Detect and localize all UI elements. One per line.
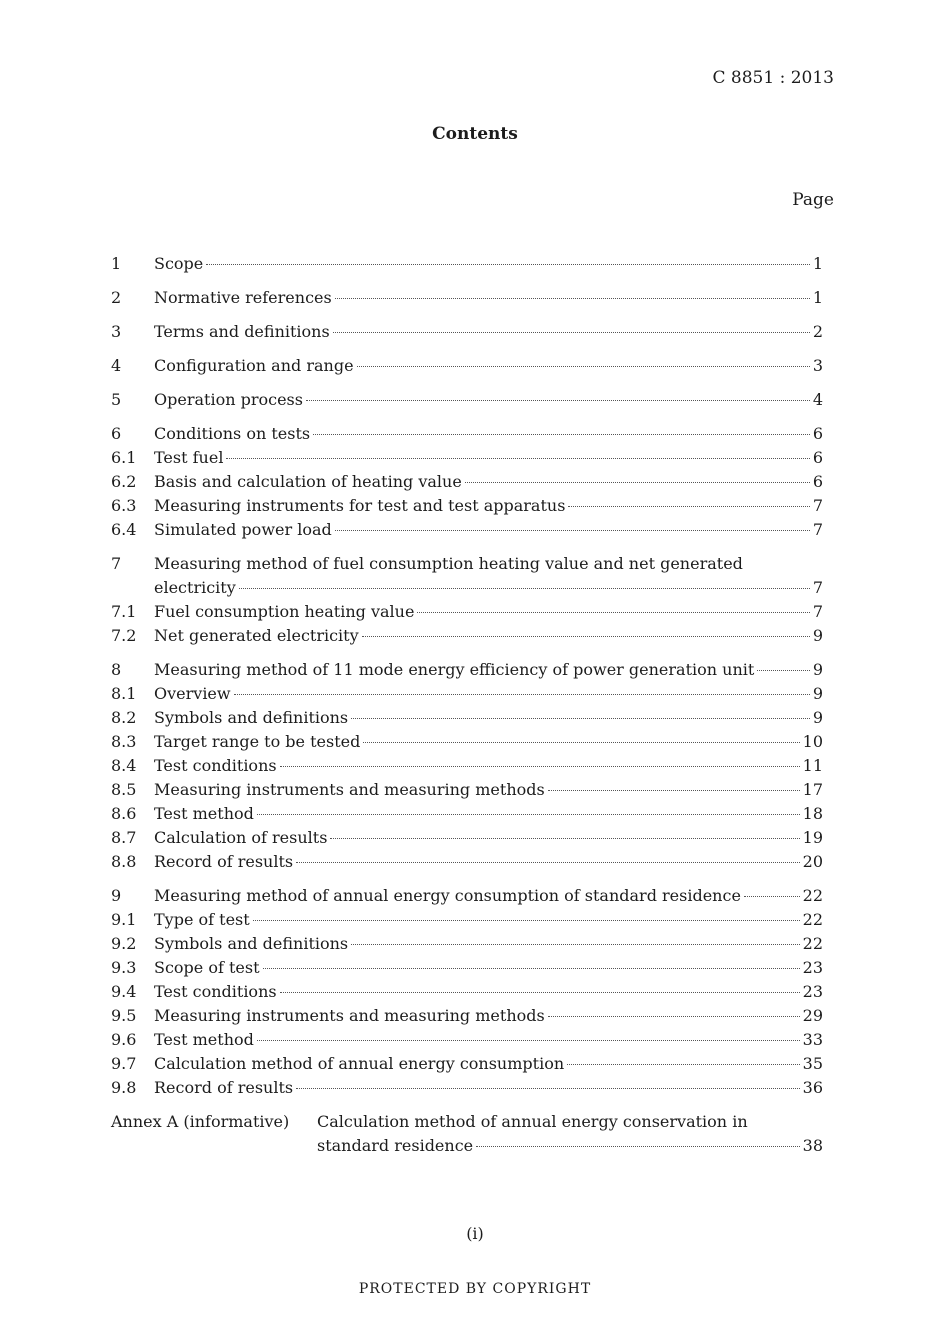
- toc-entry[interactable]: [111, 354, 823, 378]
- section-title: Measuring instruments and measuring methods: [154, 780, 545, 799]
- toc-entry-body: [154, 956, 823, 980]
- section-title: Simulated power load: [154, 520, 332, 539]
- toc-entry-body: [154, 980, 823, 1004]
- section-title: Record of results: [154, 852, 294, 871]
- toc-entry-body: [154, 286, 823, 310]
- dot-leader: [744, 896, 800, 897]
- toc-entry[interactable]: [111, 576, 823, 600]
- page-number: 6: [812, 448, 823, 467]
- toc-entry-body: [154, 884, 823, 908]
- section-title: Calculation method of annual energy consumption: [154, 1054, 565, 1073]
- page-number: 22: [802, 886, 823, 905]
- section-title: Type of test: [154, 910, 250, 929]
- dot-leader: [476, 1146, 800, 1147]
- section-number: 9.3: [111, 958, 137, 977]
- page-number: 3: [812, 356, 823, 375]
- dot-leader: [333, 332, 810, 333]
- section-number: 8.6: [111, 804, 137, 823]
- toc-entry-body: [154, 518, 823, 542]
- section-title: Measuring method of 11 mode energy efficiency of power generation unit: [154, 660, 755, 679]
- toc-group: [111, 286, 823, 310]
- page-number: 9: [812, 684, 823, 703]
- section-title: Measuring instruments for test and test apparatus: [154, 496, 566, 515]
- section-number: 7.2: [111, 626, 137, 645]
- toc-entry[interactable]: [111, 778, 823, 802]
- toc-entry-body: [154, 600, 823, 624]
- dot-leader: [234, 694, 810, 695]
- page-number: 9: [812, 626, 823, 645]
- toc-group: [111, 658, 823, 874]
- toc-entry-body: [154, 422, 823, 446]
- toc-annex-group: [111, 1110, 823, 1158]
- toc-group: [111, 252, 823, 276]
- toc-entry-body: [154, 1076, 823, 1100]
- toc-entry-body: [154, 682, 823, 706]
- page-number: 6: [812, 424, 823, 443]
- dot-leader: [567, 1064, 800, 1065]
- annex-label: Annex A (informative): [111, 1112, 290, 1131]
- dot-leader: [357, 366, 810, 367]
- toc-entry[interactable]: [111, 850, 823, 874]
- section-title: Symbols and definitions: [154, 934, 349, 953]
- toc-group: [111, 422, 823, 542]
- toc-entry[interactable]: [111, 552, 823, 576]
- toc-entry-body: [154, 802, 823, 826]
- annex-page-number: 38: [802, 1136, 823, 1155]
- toc-entry[interactable]: [111, 494, 823, 518]
- dot-leader: [335, 530, 810, 531]
- section-number: 9.2: [111, 934, 137, 953]
- annex-title-line2: standard residence: [317, 1136, 474, 1155]
- dot-leader: [206, 264, 810, 265]
- page-number: 22: [802, 910, 823, 929]
- toc-entry-body: [154, 446, 823, 470]
- section-title: Target range to be tested: [154, 732, 361, 751]
- page-number: 9: [812, 660, 823, 679]
- toc-entry-body: [154, 908, 823, 932]
- section-number: 1: [111, 254, 122, 273]
- section-number: 9.8: [111, 1078, 137, 1097]
- toc-group: [111, 320, 823, 344]
- toc-entry[interactable]: [111, 826, 823, 850]
- toc-entry[interactable]: [111, 706, 823, 730]
- dot-leader: [296, 1088, 800, 1089]
- page-number: 18: [802, 804, 823, 823]
- section-title: Terms and definitions: [154, 322, 330, 341]
- section-title: Normative references: [154, 288, 332, 307]
- page-number: 4: [812, 390, 823, 409]
- toc-entry[interactable]: [111, 470, 823, 494]
- toc-entry-body: [154, 576, 823, 600]
- section-title: Test conditions: [154, 982, 277, 1001]
- toc-entry[interactable]: [111, 388, 823, 412]
- section-title: Scope of test: [154, 958, 260, 977]
- table-of-contents: [111, 252, 823, 1168]
- page-number: 22: [802, 934, 823, 953]
- toc-entry[interactable]: [111, 1028, 823, 1052]
- dot-leader: [257, 814, 800, 815]
- page-number: 36: [802, 1078, 823, 1097]
- page-number: 2: [812, 322, 823, 341]
- toc-entry[interactable]: [111, 518, 823, 542]
- document-number: C 8851 : 2013: [712, 68, 834, 88]
- page-number: 7: [812, 602, 823, 621]
- page-number: 10: [802, 732, 823, 751]
- dot-leader: [363, 742, 799, 743]
- section-number: 9.6: [111, 1030, 137, 1049]
- section-number: 8.3: [111, 732, 137, 751]
- dot-leader: [757, 670, 810, 671]
- section-title: Test method: [154, 804, 254, 823]
- section-title: Conditions on tests: [154, 424, 311, 443]
- section-number: 6.4: [111, 520, 137, 539]
- dot-leader: [351, 718, 810, 719]
- toc-entry[interactable]: [111, 658, 823, 682]
- dot-leader: [548, 1016, 800, 1017]
- section-title: electricity: [154, 578, 236, 597]
- section-number: 2: [111, 288, 122, 307]
- toc-entry[interactable]: [111, 802, 823, 826]
- toc-entry-body: [154, 320, 823, 344]
- section-number: 6.2: [111, 472, 137, 491]
- page-number: 1: [812, 288, 823, 307]
- toc-entry[interactable]: [111, 980, 823, 1004]
- section-title: Test method: [154, 1030, 254, 1049]
- section-number: 8.5: [111, 780, 137, 799]
- toc-entry[interactable]: [111, 624, 823, 648]
- dot-leader: [330, 838, 799, 839]
- section-number: 9: [111, 886, 122, 905]
- toc-group: [111, 552, 823, 648]
- toc-entry-body: [154, 658, 823, 682]
- toc-entry[interactable]: [111, 884, 823, 908]
- toc-entry-body: [154, 730, 823, 754]
- dot-leader: [257, 1040, 800, 1041]
- toc-entry-body: [154, 624, 823, 648]
- section-title: Symbols and definitions: [154, 708, 349, 727]
- toc-entry-body: [154, 932, 823, 956]
- dot-leader: [306, 400, 810, 401]
- section-number: 4: [111, 356, 122, 375]
- page-number: 35: [802, 1054, 823, 1073]
- toc-entry[interactable]: [111, 252, 823, 276]
- toc-entry[interactable]: [111, 1004, 823, 1028]
- toc-entry-body: [154, 552, 823, 576]
- section-number: 8.2: [111, 708, 137, 727]
- toc-entry-body: [154, 354, 823, 378]
- page-number: 7: [812, 520, 823, 539]
- page-title: Contents: [432, 124, 518, 144]
- dot-leader: [296, 862, 800, 863]
- dot-leader: [548, 790, 800, 791]
- dot-leader: [465, 482, 810, 483]
- section-title: Scope: [154, 254, 204, 273]
- toc-annex-row[interactable]: [111, 1110, 823, 1134]
- toc-entry[interactable]: [111, 320, 823, 344]
- toc-entry[interactable]: [111, 682, 823, 706]
- section-title: Operation process: [154, 390, 303, 409]
- dot-leader: [263, 968, 800, 969]
- toc-entry[interactable]: [111, 754, 823, 778]
- page-number: 1: [812, 254, 823, 273]
- toc-entry[interactable]: [111, 422, 823, 446]
- dot-leader: [313, 434, 810, 435]
- dot-leader: [417, 612, 809, 613]
- toc-group: [111, 388, 823, 412]
- section-title: Measuring instruments and measuring methods: [154, 1006, 545, 1025]
- section-title: Measuring method of annual energy consumption of standard residence: [154, 886, 741, 905]
- page-number: 23: [802, 958, 823, 977]
- dot-leader: [351, 944, 800, 945]
- toc-entry-body: [154, 494, 823, 518]
- toc-entry-body: [154, 470, 823, 494]
- toc-entry[interactable]: [111, 932, 823, 956]
- dot-leader: [253, 920, 800, 921]
- section-title: Calculation of results: [154, 828, 328, 847]
- toc-entry-body: [154, 1028, 823, 1052]
- toc-entry[interactable]: [111, 600, 823, 624]
- page-number: 20: [802, 852, 823, 871]
- toc-entry[interactable]: [111, 956, 823, 980]
- section-number: 9.5: [111, 1006, 137, 1025]
- section-title: Basis and calculation of heating value: [154, 472, 462, 491]
- toc-entry-body: [154, 778, 823, 802]
- section-number: 3: [111, 322, 122, 341]
- toc-entry[interactable]: [111, 1052, 823, 1076]
- section-title: Test fuel: [154, 448, 224, 467]
- page-number: 9: [812, 708, 823, 727]
- page-number: 7: [812, 578, 823, 597]
- toc-entry-body: [154, 706, 823, 730]
- section-title: Configuration and range: [154, 356, 354, 375]
- dot-leader: [226, 458, 809, 459]
- toc-annex-row-continued[interactable]: [111, 1134, 823, 1158]
- section-number: 6.1: [111, 448, 137, 467]
- page-number: 6: [812, 472, 823, 491]
- section-title: Record of results: [154, 1078, 294, 1097]
- dot-leader: [335, 298, 810, 299]
- dot-leader: [280, 992, 800, 993]
- section-number: 7: [111, 554, 122, 573]
- toc-entry[interactable]: [111, 908, 823, 932]
- toc-entry-body: [154, 388, 823, 412]
- dot-leader: [568, 506, 809, 507]
- page-number: 7: [812, 496, 823, 515]
- toc-entry-body: [154, 754, 823, 778]
- footer-page-number: (i): [466, 1224, 484, 1243]
- toc-entry-body: [154, 1004, 823, 1028]
- section-number: 6: [111, 424, 122, 443]
- toc-entry[interactable]: [111, 286, 823, 310]
- toc-entry-body: [154, 850, 823, 874]
- page-number: 17: [802, 780, 823, 799]
- section-title: Test conditions: [154, 756, 277, 775]
- section-title: Net generated electricity: [154, 626, 359, 645]
- section-number: 8.4: [111, 756, 137, 775]
- page-number: 29: [802, 1006, 823, 1025]
- toc-entry-body: [154, 826, 823, 850]
- page-number: 19: [802, 828, 823, 847]
- section-number: 8.7: [111, 828, 137, 847]
- section-number: 9.4: [111, 982, 137, 1001]
- toc-entry-body: [154, 1052, 823, 1076]
- section-number: 7.1: [111, 602, 137, 621]
- section-title: Fuel consumption heating value: [154, 602, 415, 621]
- page-column-header: Page: [792, 190, 834, 210]
- section-number: 8: [111, 660, 122, 679]
- toc-group: [111, 884, 823, 1100]
- section-number: 8.8: [111, 852, 137, 871]
- section-number: 6.3: [111, 496, 137, 515]
- toc-entry-body: [154, 252, 823, 276]
- dot-leader: [362, 636, 810, 637]
- section-number: 9.7: [111, 1054, 137, 1073]
- dot-leader: [239, 588, 810, 589]
- toc-entry[interactable]: [111, 446, 823, 470]
- toc-entry[interactable]: [111, 1076, 823, 1100]
- page-number: 11: [802, 756, 823, 775]
- toc-entry[interactable]: [111, 730, 823, 754]
- section-title: Measuring method of fuel consumption heating value and net generated: [154, 554, 743, 573]
- section-title: Overview: [154, 684, 231, 703]
- page-number: 23: [802, 982, 823, 1001]
- annex-title-line1: Calculation method of annual energy conservation in: [317, 1112, 748, 1131]
- section-number: 5: [111, 390, 122, 409]
- section-number: 9.1: [111, 910, 137, 929]
- annex-entry-body: [317, 1134, 823, 1158]
- copyright-notice: PROTECTED BY COPYRIGHT: [358, 1281, 592, 1297]
- toc-group: [111, 354, 823, 378]
- section-number: 8.1: [111, 684, 137, 703]
- page-number: 33: [802, 1030, 823, 1049]
- dot-leader: [280, 766, 800, 767]
